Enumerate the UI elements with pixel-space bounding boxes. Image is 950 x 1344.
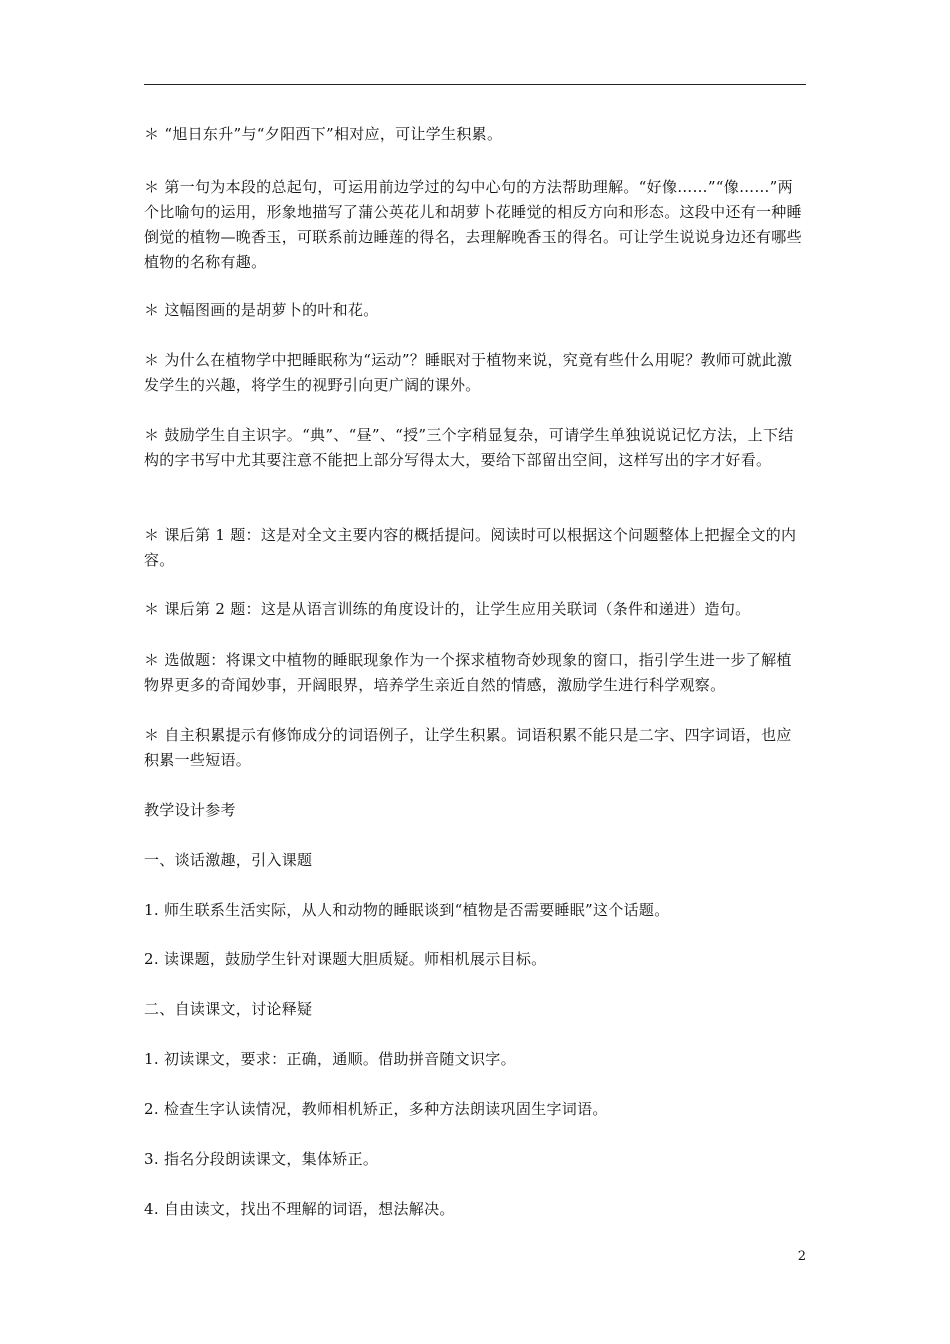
- step-2-4: 4. 自由读文，找出不理解的词语，想法解决。: [144, 1200, 455, 1218]
- note-paragraph-4: ＊ 为什么在植物学中把睡眠称为“运动”？睡眠对于植物来说，究竟有些什么用呢？教师可就此激发学生的兴趣，将学生的视野引向更广阔的课外。: [144, 351, 793, 394]
- step-2-2: 2. 检查生字认读情况，教师相机矫正，多种方法朗读巩固生字词语。: [144, 1100, 608, 1118]
- section-heading: 教学设计参考: [144, 801, 236, 819]
- note-paragraph-2: ＊ 第一句为本段的总起句，可运用前边学过的勾中心句的方法帮助理解。“好像……”“像……”两个比喻句的运用，形象地描写了蒲公英花儿和胡萝卜花睡觉的相反方向和形态。这段中还有一种睡倒觉的植物—晚香玉，可联系前边睡莲的得名，去理解晚香玉的得名。可让学生说说身边还有哪些植物的名称有趣。: [144, 178, 802, 271]
- header-rule: [144, 84, 806, 85]
- note-paragraph-9: ＊ 自主积累提示有修饰成分的词语例子，让学生积累。词语积累不能只是二字、四字词语，也应积累一些短语。: [144, 726, 792, 769]
- part-heading-2: 二、自读课文，讨论释疑: [144, 1000, 313, 1018]
- note-paragraph-1: ＊ “旭日东升”与“夕阳西下”相对应，可让学生积累。: [144, 125, 503, 143]
- step-1-2: 2. 读课题，鼓励学生针对课题大胆质疑。师相机展示目标。: [144, 950, 547, 968]
- note-paragraph-3: ＊ 这幅图画的是胡萝卜的叶和花。: [144, 301, 379, 319]
- note-paragraph-7: ＊ 课后第 2 题：这是从语言训练的角度设计的，让学生应用关联词（条件和递进）造句。: [144, 600, 751, 618]
- step-1-1: 1. 师生联系生活实际，从人和动物的睡眠谈到“植物是否需要睡眠”这个话题。: [144, 901, 670, 919]
- note-paragraph-6: ＊ 课后第 1 题：这是对全文主要内容的概括提问。阅读时可以根据这个问题整体上把握全文的内容。: [144, 526, 797, 569]
- note-paragraph-5: ＊ 鼓励学生自主识字。“典”、“昼”、“授”三个字稍显复杂，可请学生单独说说记忆方法，上下结构的字书写中尤其要注意不能把上部分写得太大，要给下部留出空间，这样写出的字才好看。: [144, 426, 794, 469]
- part-heading-1: 一、谈话激趣，引入课题: [144, 851, 313, 869]
- note-paragraph-8: ＊ 选做题：将课文中植物的睡眠现象作为一个探求植物奇妙现象的窗口，指引学生进一步了解植物界更多的奇闻妙事，开阔眼界，培养学生亲近自然的情感，激励学生进行科学观察。: [144, 651, 792, 694]
- step-2-3: 3. 指名分段朗读课文，集体矫正。: [144, 1150, 379, 1168]
- page-number: 2: [797, 1249, 806, 1264]
- step-2-1: 1. 初读课文，要求：正确，通顺。借助拼音随文识字。: [144, 1050, 516, 1068]
